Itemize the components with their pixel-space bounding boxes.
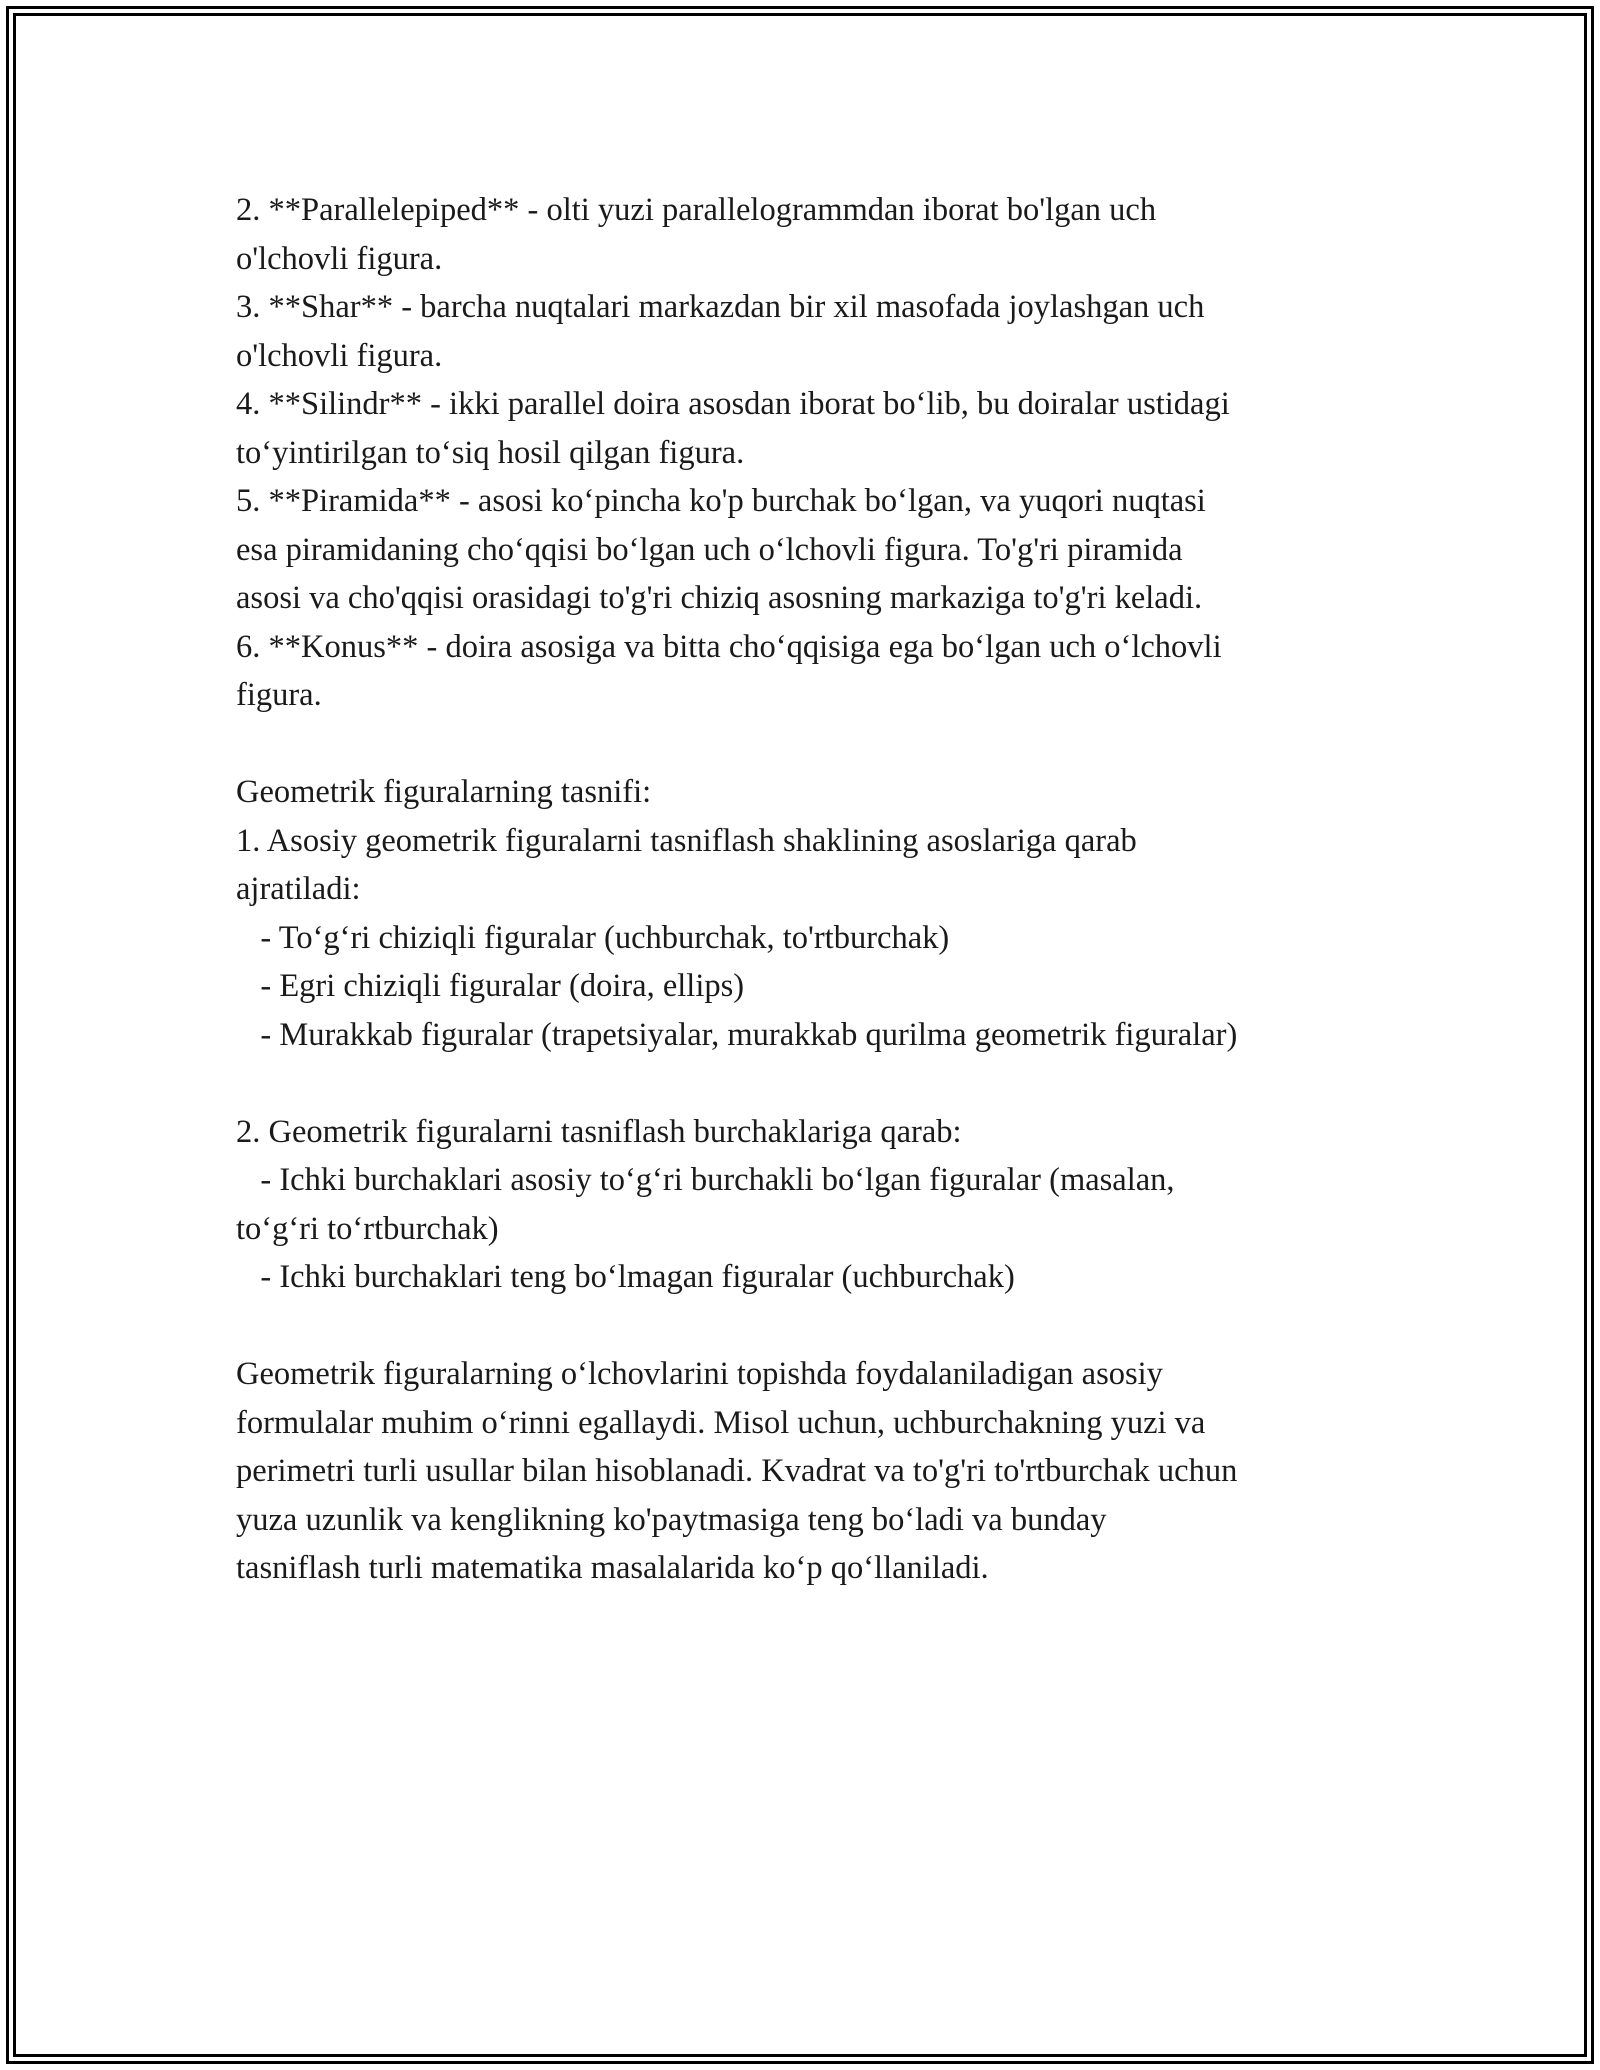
text-line: 5. **Piramida** - asosi ko‘pincha ko'p burchak bo‘lgan, va yuqori nuqtasi (236, 483, 1206, 519)
text-line: yuza uzunlik va kenglikning ko'paytmasiga teng bo‘ladi va bunday (236, 1501, 1107, 1538)
text-line: asosi va cho'qqisi orasidagi to'g'ri chiziq asosning markaziga to'g'ri keladi. (236, 580, 1203, 616)
text-line: 2. **Parallelepiped** - olti yuzi parallelogrammdan iborat bo'lgan uch (236, 192, 1157, 228)
text-line: perimetri turli usullar bilan hisoblanadi. Kvadrat va to'g'ri to'rtburchak uchun (236, 1453, 1238, 1489)
text-line: Geometrik figuralarning o‘lchovlarini topishda foydalaniladigan asosiy (236, 1356, 1163, 1392)
text-line: tasniflash turli matematika masalalarida ko‘p qo‘llaniladi. (236, 1550, 989, 1586)
text-line: o'lchovli figura. (236, 337, 443, 374)
text-line: to‘g‘ri to‘rtburchak) (236, 1210, 499, 1247)
text-line: to‘yintirilgan to‘siq hosil qilgan figura. (236, 434, 745, 471)
text-line: 6. **Konus** - doira asosiga va bitta cho‘qqisiga ega bo‘lgan uch o‘lchovli (236, 628, 1222, 665)
blank-line (236, 1059, 1416, 1108)
blank-line (236, 720, 1416, 769)
section-heading: Geometrik figuralarning tasnifi: (236, 774, 652, 810)
list-item: - Murakkab figuralar (trapetsiyalar, murakkab qurilma geometrik figuralar) (236, 1016, 1238, 1053)
list-item: - Egri chiziqli figuralar (doira, ellips) (236, 968, 745, 1004)
list-item: - Ichki burchaklari asosiy to‘g‘ri burchakli bo‘lgan figuralar (masalan, (236, 1162, 1175, 1198)
text-line: 1. Asosiy geometrik figuralarni tasniflash shaklining asoslariga qarab (236, 822, 1137, 859)
text-line: formulalar muhim o‘rinni egallaydi. Misol uchun, uchburchakning yuzi va (236, 1404, 1206, 1441)
text-line: 3. **Shar** - barcha nuqtalari markazdan bir xil masofada joylashgan uch (236, 289, 1205, 325)
text-line: 4. **Silindr** - ikki parallel doira asosdan iborat bo‘lib, bu doiralar ustidagi (236, 386, 1230, 422)
list-item: - Ichki burchaklari teng bo‘lmagan figuralar (uchburchak) (236, 1259, 1015, 1295)
text-line: esa piramidaning cho‘qqisi bo‘lgan uch o‘lchovli figura. To'g'ri piramida (236, 531, 1183, 568)
list-item: - To‘g‘ri chiziqli figuralar (uchburchak, to'rtburchak) (236, 919, 950, 956)
text-line: figura. (236, 677, 322, 713)
blank-line (236, 1302, 1416, 1351)
text-line: o'lchovli figura. (236, 240, 443, 277)
text-line: ajratiladi: (236, 871, 361, 907)
text-line: 2. Geometrik figuralarni tasniflash burchaklariga qarab: (236, 1113, 962, 1150)
document-body (236, 186, 1416, 1593)
